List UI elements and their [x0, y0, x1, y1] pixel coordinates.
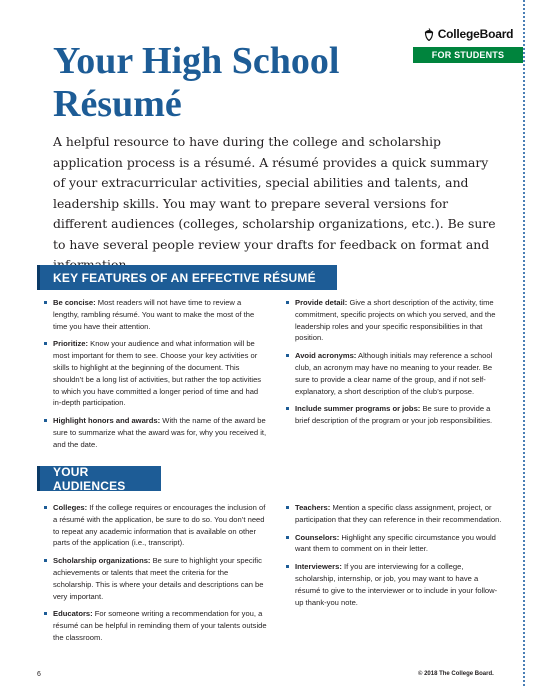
bullet-marker: [44, 342, 47, 345]
bullet-text: Know your audience and what information will be most important for them to see. Choose your key activities or skills to highlight at the beginning of the document. This shouldn’t be a long list of activities, but rather the top activities to which you have committed a longer period of time and had in-depth participation.: [53, 339, 262, 408]
features-left-column: [44, 297, 268, 457]
bullet-term: Colleges:: [53, 503, 88, 512]
bullet-text: Be sure to highlight your specific achievements or talents that meet the criteria for the scholarship. This is where your details and descriptions can be very important.: [53, 556, 264, 601]
feature-bullet: [44, 415, 268, 450]
bullet-marker: [44, 559, 47, 562]
page-title: [53, 40, 383, 126]
bullet-text: If you are interviewing for a college, scholarship, internship, or job, you may want to have a résumé to give to the interviewer or to include in your follow-up thank-you note.: [295, 562, 498, 607]
bullet-marker: [286, 536, 289, 539]
feature-bullet: [286, 350, 502, 397]
features-heading: KEY FEATURES OF AN EFFECTIVE RÉSUMÉ: [53, 270, 316, 285]
page-title-line1: Your High School: [53, 40, 340, 82]
brand-logo: [413, 26, 523, 42]
brand-name: CollegeBoard: [437, 27, 514, 41]
page-number: 6: [37, 671, 41, 678]
feature-bullet: [44, 338, 268, 409]
bullet-marker: [44, 419, 47, 422]
bullet-text: For someone writing a recommendation for you, a résumé can be helpful in reminding them of your talents outside the classroom.: [53, 609, 267, 642]
bullet-term: Teachers:: [295, 503, 331, 512]
bullet-text: If the college requires or encourages the inclusion of a résumé with the application, be sure to do so. You don’t need to repeat any academic information that is available on other parts of the application (i.e., transcript).: [53, 503, 266, 548]
feature-bullet: [44, 297, 268, 332]
bullet-marker: [286, 301, 289, 304]
brand-block: [413, 26, 523, 63]
bullet-marker: [286, 354, 289, 357]
feature-bullet: [286, 403, 502, 427]
bullet-term: Highlight honors and awards:: [53, 416, 161, 426]
bullet-text: Mention a specific class assignment, project, or participation that they can reference in their recommendation.: [295, 503, 502, 524]
audience-bullet: [286, 502, 502, 526]
acorn-icon: [423, 28, 435, 41]
audience-bullet: [44, 608, 268, 643]
bullet-term: Interviewers:: [295, 562, 342, 572]
bullet-term: Scholarship organizations:: [53, 556, 151, 566]
bullet-marker: [44, 301, 47, 304]
bullet-text: Highlight any specific circumstance you would want them to comment on in their letter.: [295, 532, 496, 554]
bullet-marker: [286, 565, 289, 568]
audiences-left-column: [44, 502, 268, 650]
bullet-marker: [44, 612, 47, 615]
audiences-heading: YOUR AUDIENCES: [53, 464, 126, 493]
audience-bullet: [286, 532, 502, 556]
feature-bullet: [286, 297, 502, 344]
audience-bullet: [286, 561, 502, 608]
audience-bullet: [44, 555, 268, 602]
bullet-term: Counselors:: [295, 532, 340, 542]
brand-tagline: FOR STUDENTS: [413, 47, 523, 63]
page-title-line2: Résumé: [53, 83, 182, 125]
features-right-column: [286, 297, 502, 433]
bullet-text: Be sure to provide a brief description of the program or your job responsibilities.: [295, 404, 493, 426]
bullet-term: Educators:: [53, 609, 93, 619]
bullet-term: Prioritize:: [53, 339, 89, 349]
heading-accent: [37, 466, 40, 491]
bullet-term: Be concise:: [53, 298, 96, 307]
audiences-right-column: [286, 502, 502, 614]
intro-paragraph: A helpful resource to have during the college and scholarship application process is a résumé. A résumé provides a quick summary of your extracurricular activities, special abilities and talents, and leadership skills. You may want to prepare several versions for different audiences (colleges, scholarship organizations, etc.). Be sure to have several people review your drafts for feedback on format and: [53, 134, 496, 252]
bullet-text: Although initials may reference a school club, an acronym may have no meaning to your reader. Be sure to provide a clear name of the group, and if not self-explanatory, a short description of the club’s purpose.: [295, 351, 493, 396]
copyright-notice: © 2018 The College Board.: [418, 671, 494, 677]
bullet-text: With the name of the award be sure to summarize what the award was for, why you received it, and the date.: [53, 416, 267, 449]
bullet-marker: [44, 506, 47, 509]
bullet-term: Include summer programs or jobs:: [295, 404, 421, 414]
bullet-term: Provide detail:: [295, 298, 348, 307]
heading-accent: [37, 265, 40, 290]
audience-bullet: [44, 502, 268, 549]
bullet-marker: [286, 407, 289, 410]
dotted-margin-rule: [523, 0, 525, 686]
bullet-term: Avoid acronyms:: [295, 351, 357, 361]
bullet-text: Give a short description of the activity, time commitment, specific projects on which you served, and the leadership roles and your specific responsibilities in that position.: [295, 298, 496, 343]
audiences-heading-bar: [37, 466, 161, 491]
features-heading-bar: [37, 265, 337, 290]
bullet-text: Most readers will not have time to review a lengthy, rambling résumé. You want to make the most of the time you have their attention.: [53, 298, 255, 331]
bullet-marker: [286, 506, 289, 509]
